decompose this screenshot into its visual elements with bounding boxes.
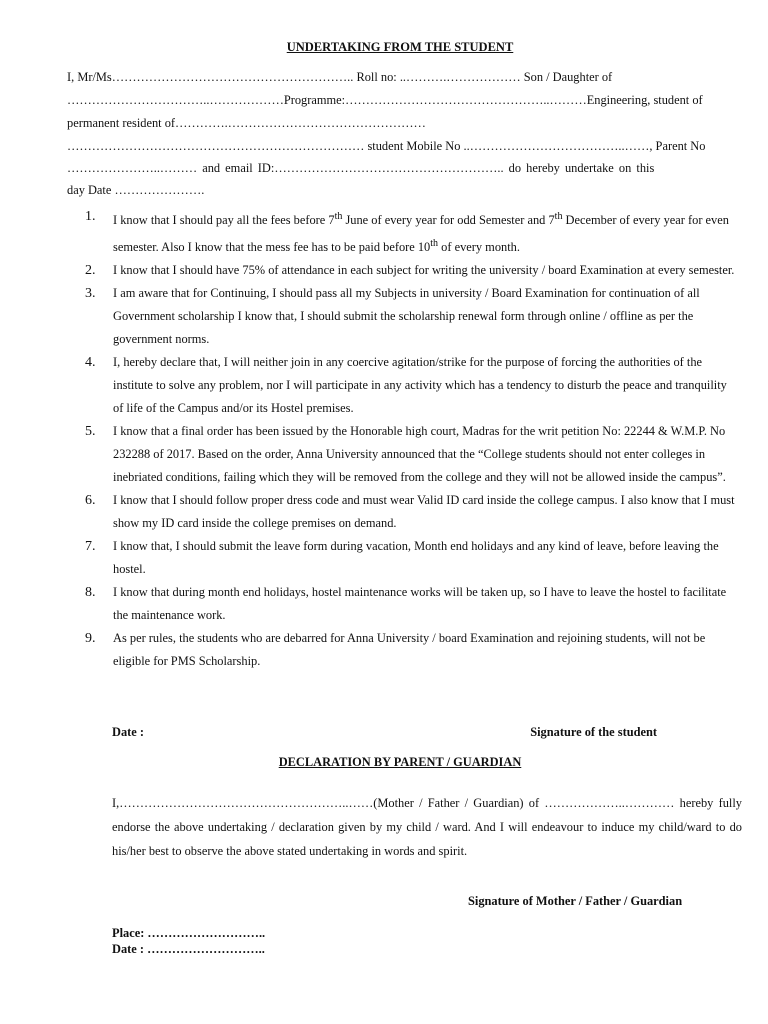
list-item: [85, 205, 735, 259]
item-text: I know that a final order has been issued by the Honorable high court, Madras for the writ petition No: 22244 & W.M.P. No 232288 of 2017. Based on the order, Anna University announced that the “College students should not enter colleges in inebriated conditions, failing which they will be removed from the college and they will not be allowed inside the campus”.: [113, 424, 726, 485]
item-number: 8.: [85, 585, 96, 601]
header-line-5: …………………..……… and email ID:……………………………………………….. do hereby undertake on this: [67, 161, 655, 175]
item-text: of every month.: [438, 240, 520, 255]
list-item: [85, 581, 735, 627]
item-number: 2.: [85, 263, 96, 279]
date-line: Date : ………………………..: [112, 942, 265, 956]
item-text: I know that I should follow proper dress code and must wear Valid ID card inside the college campus. I also know that I must show my ID card inside the college premises on demand.: [113, 493, 735, 531]
item-text: I know that I should have 75% of attendance in each subject for writing the university / board Examination at every semester.: [113, 263, 735, 278]
guardian-signature-label: Signature of Mother / Father / Guardian: [468, 894, 683, 908]
undertaking-list: [85, 205, 735, 673]
list-item: [85, 627, 735, 673]
list-item: [85, 489, 735, 535]
superscript: th: [334, 211, 343, 222]
header-line-2: ……………………………..………………Programme:…………………………………………..………Engineering, student of: [67, 93, 703, 107]
item-number: 5.: [85, 424, 96, 440]
document-title: UNDERTAKING FROM THE STUDENT: [286, 40, 514, 54]
item-text: I, hereby declare that, I will neither join in any coercive agitation/strike for the purpose of forcing the authorities of the institute to solve any problem, nor I will participate in any activity which has a tendency to disturb the peace and tranquility of life of the Campus and/or its Hostel premises.: [113, 355, 727, 416]
student-signature-label: Signature of the student: [530, 725, 657, 739]
item-text: I am aware that for Continuing, I should pass all my Subjects in university / Board Examination for continuation of all Government scholarship I know that, I should submit the scholarship renewal form through online / offline as per the government norms.: [113, 286, 700, 347]
item-number: 6.: [85, 493, 96, 509]
superscript: th: [554, 211, 563, 222]
list-item: [85, 259, 735, 282]
list-item: [85, 282, 735, 351]
header-line-4: ……………………………………………………………… student Mobile No ..………………………………..……, Parent No: [67, 139, 706, 153]
item-text: June of every year for odd Semester and 7: [342, 213, 555, 228]
item-number: 7.: [85, 539, 96, 555]
list-item: [85, 351, 735, 420]
header-line-3: permanent resident of………….…………………………………………: [67, 116, 426, 130]
item-text: I know that I should pay all the fees before 7: [113, 213, 335, 228]
item-number: 1.: [85, 209, 96, 224]
item-number: 4.: [85, 355, 96, 371]
place-line: Place: ………………………..: [112, 926, 266, 940]
declaration-text: I,………………………………………………..……(Mother / Father / Guardian) of ………………..………… hereby fully endorse the above undertaking / declaration given by my child / ward. And I will endeavour to induce my child/ward to do his/her best to observe the above stated undertaking in words and spirit.: [112, 796, 742, 858]
header-line-1: I, Mr/Ms………………………………………………….. Roll no: ..……….……………… Son / Daughter of: [67, 70, 613, 84]
student-signature-row: [112, 725, 657, 740]
date-label: Date :: [112, 725, 144, 739]
declaration-title: DECLARATION BY PARENT / GUARDIAN: [278, 755, 522, 769]
item-text: December of every year for even semester. Also I know that the mess fee has to be paid before 10: [113, 213, 729, 255]
item-text: As per rules, the students who are debarred for Anna University / board Examination and rejoining students, will not be eligible for PMS Scholarship.: [113, 631, 706, 669]
item-text: I know that, I should submit the leave form during vacation, Month end holidays and any kind of leave, before leaving the hostel.: [113, 539, 719, 577]
list-item: [85, 535, 735, 581]
item-text: I know that during month end holidays, hostel maintenance works will be taken up, so I have to leave the hostel to facilitate the maintenance work.: [113, 585, 727, 623]
item-number: 3.: [85, 286, 96, 302]
item-number: 9.: [85, 631, 96, 647]
header-line-6: day Date ………………….: [67, 183, 205, 197]
superscript: th: [430, 238, 439, 250]
list-item: [85, 420, 735, 489]
